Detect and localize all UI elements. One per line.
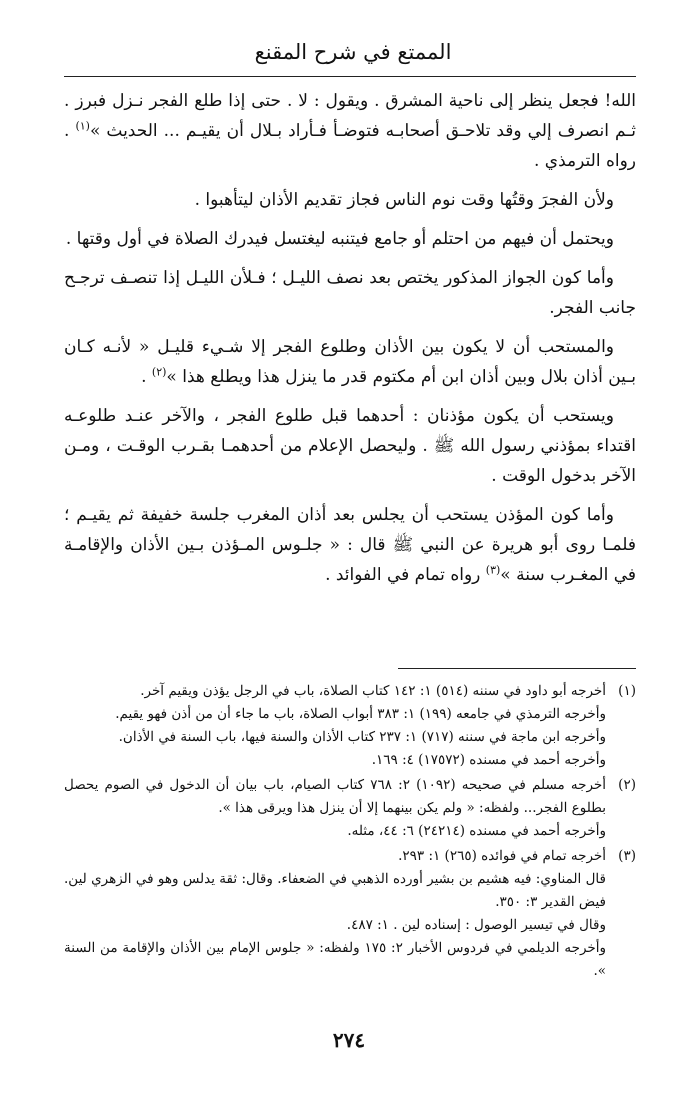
footnote-line: وأخرجه أحمد في مسنده (١٧٥٧٢) ٤: ١٦٩.: [371, 752, 606, 768]
footnote-line: أخرجه مسلم في صحيحه (١٠٩٢) ٢: ٧٦٨ كتاب الصيام، باب بيان أن الدخول في الصوم يحصل بطلوع الفجر... ولفظه: « ولم يكن بينهما إلا أن ينزل هذا ويرقى هذا ».: [64, 777, 606, 816]
paragraph: [64, 500, 636, 590]
header-divider: [64, 76, 636, 77]
paragraph-tail: رواه تمام في الفوائد .: [325, 565, 481, 585]
page-number: ٢٧٤: [332, 1028, 366, 1052]
footnote-number: (٢): [618, 777, 636, 793]
footnote-line: أخرجه أبو داود في سننه (٥١٤) ١: ١٤٢ كتاب الصلاة، باب في الرجل يؤذن ويقيم آخر.: [140, 683, 606, 699]
footnote-line: وأخرجه ابن ماجة في سننه (٧١٧) ١: ٢٣٧ كتاب الأذان والسنة فيها، باب السنة في الأذان.: [118, 729, 606, 745]
footnote-reference[interactable]: (١): [75, 119, 90, 133]
paragraph-text: وأما كون المؤذن يستحب أن يجلس بعد أذان المغرب جلسة خفيفة ثم يقيـم ؛ فلمـا روى أبو هريرة عن النبي ﷺ قال : « جلـوس المـؤذن بـين الأذان والإقامـة في المغـرب سنة »: [64, 505, 636, 585]
footnote-line: قال المناوي: فيه هشيم بن بشير أورده الذهبي في الضعفاء. وقال: ثقة يدلس وهو في الزهري لين. فيض القدير ٣: ٣٥٠.: [64, 871, 606, 910]
main-text: [64, 86, 636, 599]
paragraph-tail: .: [141, 367, 147, 387]
footnote-reference[interactable]: (٣): [485, 563, 501, 577]
paragraph: وأما كون الجواز المذكور يختص بعد نصف الليـل ؛ فـلأن الليـل إذا تنصـف ترجـح جانب الفجر.: [64, 268, 636, 318]
footnote-line: وقال في تيسير الوصول : إسناده لين . ١: ٤٨٧.: [346, 917, 606, 933]
footnote-line: وأخرجه الديلمي في فردوس الأخبار ٢: ١٧٥ ولفظه: « جلوس الإمام بين الأذان والإقامة من السنة ».: [64, 940, 607, 979]
footnote-divider: [398, 668, 636, 669]
paragraph-tail: . رواه الترمذي .: [64, 121, 636, 171]
footnote-2: [64, 774, 636, 843]
paragraph: ولأن الفجرَ وقتُها وقت نوم الناس فجاز تقديم الأذان ليتأهبوا .: [194, 190, 614, 210]
paragraph: ويستحب أن يكون مؤذنان : أحدهما قبل طلوع الفجر ، والآخر عنـد طلوعـه اقتداء بمؤذني رسول الله ﷺ . وليحصل الإعلام من أحدهمـا بقـرب الوقـت ، ومـن الآخر بدخول الوقت .: [64, 406, 636, 486]
footnote-line: أخرجه تمام في فوائده (٢٦٥) ١: ٢٩٣.: [398, 848, 606, 864]
footnote-line: وأخرجه أحمد في مسنده (٢٤٢١٤) ٦: ٤٤، مثله.: [347, 823, 606, 839]
footnote-1: [64, 680, 636, 772]
running-header: الممتع في شرح المقنع: [254, 40, 452, 64]
paragraph: ويحتمل أن فيهم من احتلم أو جامع فيتنبه ليغتسل فيدرك الصلاة في أول وقتها .: [65, 229, 614, 249]
paragraph-text: الله! فجعل ينظر إلى ناحية المشرق . ويقول : لا . حتى إذا طلع الفجر نـزل فبرز . ثـم انصرف إلي وقد تلاحـق أصحابـه فتوضـأ فـأراد بـلال أن يقيـم ... الحديث »: [64, 91, 636, 141]
paragraph: [64, 332, 636, 392]
footnote-reference[interactable]: (٢): [151, 365, 167, 379]
footnote-number: (١): [618, 683, 636, 699]
footnotes-section: [64, 680, 636, 985]
paragraph: [64, 86, 636, 176]
footnote-number: (٣): [618, 848, 636, 864]
paragraph-text: والمستحب أن لا يكون بين الأذان وطلوع الفجر إلا شـيء قليـل « لأنـه كـان بـين أذان بلال وبين أذان ابن أم مكتوم قدر ما ينزل هذا ويطلع هذا »: [64, 337, 636, 387]
footnote-3: [64, 845, 636, 983]
footnote-line: وأخرجه الترمذي في جامعه (١٩٩) ١: ٣٨٣ أبواب الصلاة، باب ما جاء أن من أذن فهو يقيم.: [115, 706, 606, 722]
